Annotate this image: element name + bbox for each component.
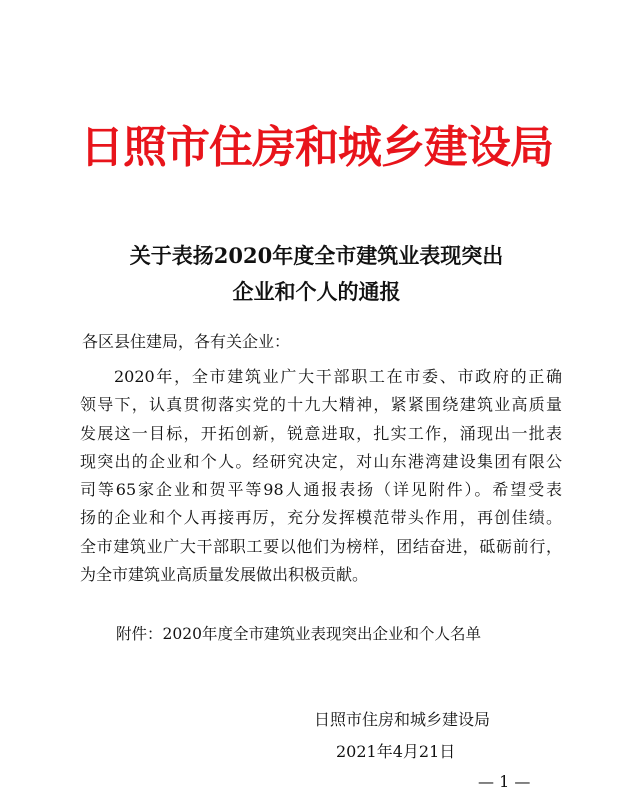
document-title-line-1: 关于表扬2020年度全市建筑业表现突出 (129, 243, 504, 268)
signature-date: 2021年4月21日 (336, 742, 456, 761)
body-line: 现突出的企业和个人。经研究决定，对山东港湾建设集团有限公 (80, 451, 562, 471)
body-line: 为全市建筑业高质量发展做出积极贡献。 (80, 565, 369, 585)
body-line: 全市建筑业广大干部职工要以他们为榜样，团结奋进，砥砺前行， (80, 536, 562, 556)
document-title (0, 238, 633, 310)
body-line: 领导下，认真贯彻落实党的十九大精神，紧紧围绕建筑业高质量 (80, 395, 562, 415)
salutation: 各区县住建局，各有关企业： (82, 332, 291, 351)
body-line: 发展这一目标，开拓创新，锐意进取，扎实工作，涌现出一批表 (80, 423, 562, 443)
page-number: — 1 — (478, 772, 531, 791)
body-line: 扬的企业和个人再接再厉，充分发挥模范带头作用，再创佳绩。 (80, 508, 562, 528)
body-paragraph (80, 363, 562, 589)
organization-header-title: 日照市住房和城乡建设局 (80, 122, 553, 173)
body-line: 司等65家企业和贺平等98人通报表扬（详见附件）。希望受表 (80, 480, 562, 500)
body-line: 2020年，全市建筑业广大干部职工在市委、市政府的正确 (114, 367, 562, 386)
signature-organization: 日照市住房和城乡建设局 (314, 710, 491, 729)
document-title-line-2: 企业和个人的通报 (232, 279, 401, 304)
attachment-reference: 附件：2020年度全市建筑业表现突出企业和个人名单 (116, 625, 481, 643)
